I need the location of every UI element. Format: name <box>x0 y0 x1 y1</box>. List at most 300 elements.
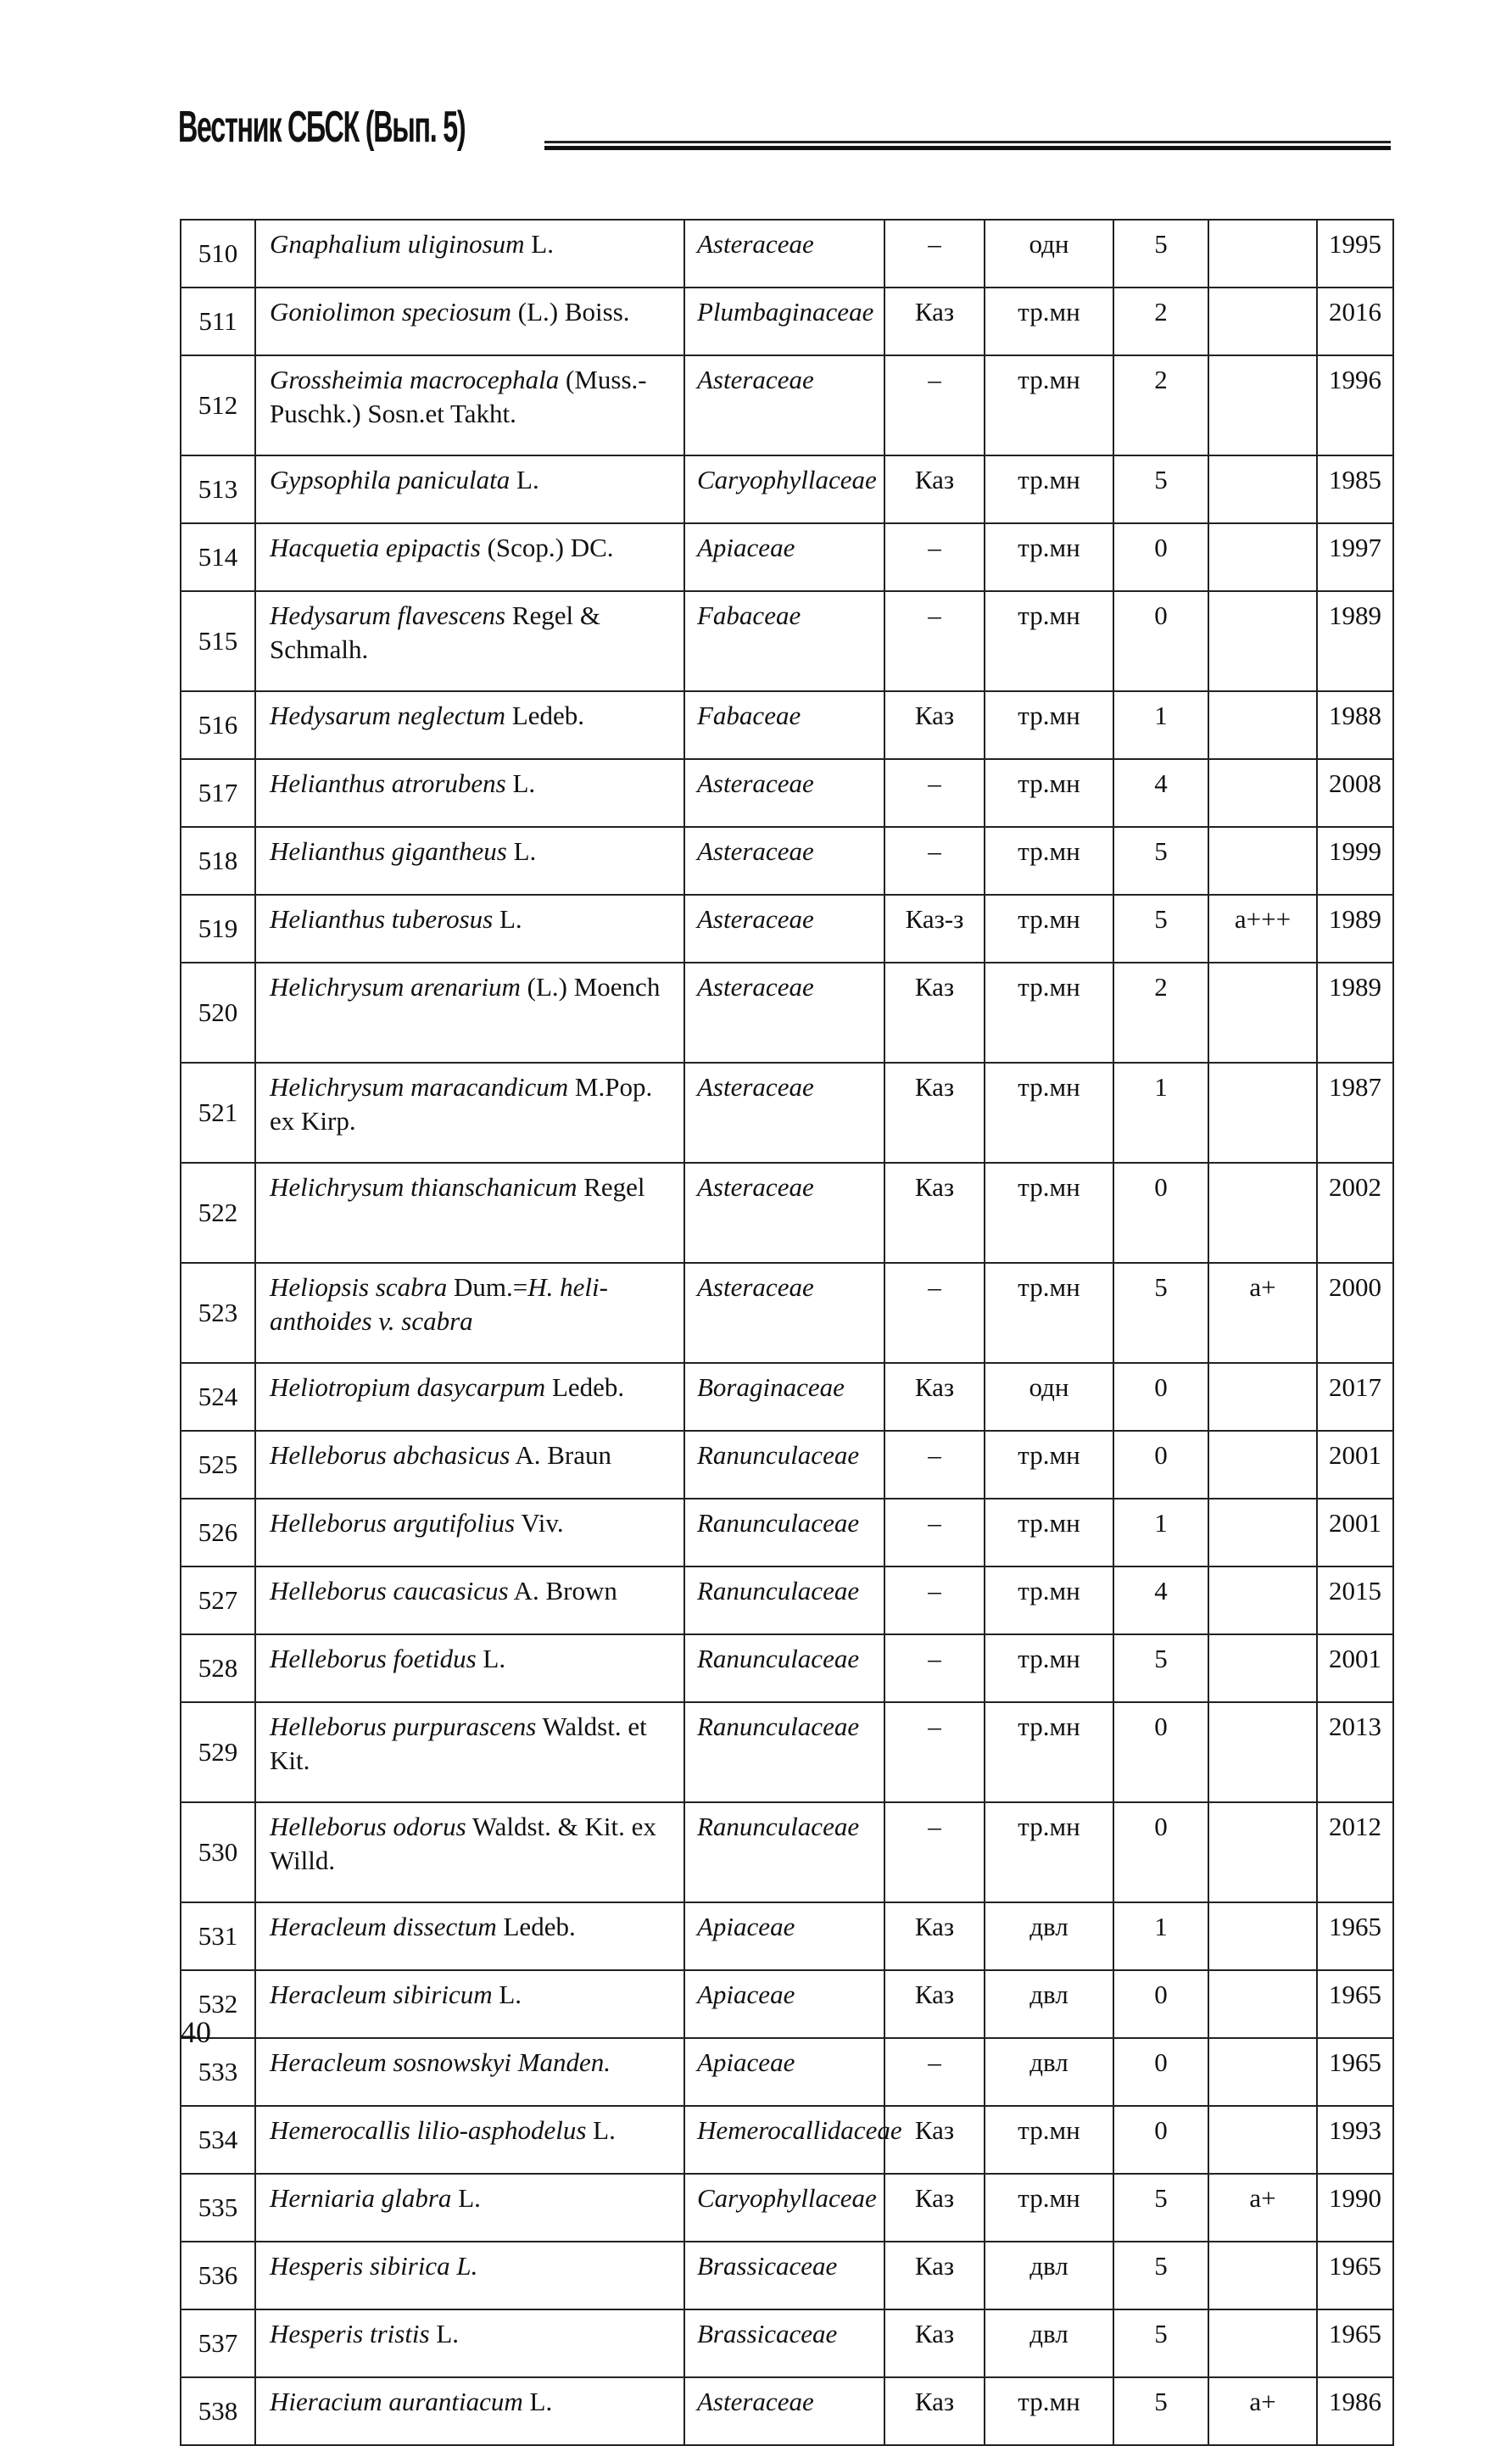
row-number: 529 <box>181 1702 255 1802</box>
score: 5 <box>1113 2174 1208 2242</box>
life-form: тр.мн <box>985 1063 1113 1163</box>
table-row <box>181 1163 1393 1263</box>
invasiveness <box>1208 827 1317 895</box>
species-name <box>255 1063 684 1163</box>
table-row <box>181 1363 1393 1431</box>
invasiveness <box>1208 2106 1317 2174</box>
latin-name: Helianthus gigantheus <box>270 836 507 866</box>
invasiveness <box>1208 355 1317 455</box>
table-row <box>181 895 1393 963</box>
introduction-year: 2016 <box>1317 288 1393 355</box>
family: Asteraceae <box>684 2377 884 2445</box>
row-number: 527 <box>181 1566 255 1634</box>
life-form: двл <box>985 2242 1113 2309</box>
score: 0 <box>1113 1970 1208 2038</box>
latin-name: Helleborus abchasicus <box>270 1440 511 1470</box>
species-name <box>255 963 684 1063</box>
introduction-year: 1989 <box>1317 895 1393 963</box>
invasiveness <box>1208 2309 1317 2377</box>
region: – <box>884 220 985 288</box>
introduction-year: 1988 <box>1317 691 1393 759</box>
family: Caryophyllaceae <box>684 455 884 523</box>
region: – <box>884 759 985 827</box>
table-row <box>181 1634 1393 1702</box>
invasiveness: a+ <box>1208 1263 1317 1363</box>
latin-name: Helleborus foetidus <box>270 1644 477 1673</box>
family: Fabaceae <box>684 591 884 691</box>
region: Каз <box>884 2242 985 2309</box>
author-citation: L. <box>586 2115 616 2145</box>
region: – <box>884 1634 985 1702</box>
species-name <box>255 455 684 523</box>
score: 5 <box>1113 2377 1208 2445</box>
life-form: тр.мн <box>985 591 1113 691</box>
introduction-year: 2015 <box>1317 1566 1393 1634</box>
life-form: тр.мн <box>985 1431 1113 1499</box>
invasiveness: a+++ <box>1208 895 1317 963</box>
row-number: 522 <box>181 1163 255 1263</box>
family: Caryophyllaceae <box>684 2174 884 2242</box>
species-name <box>255 2377 684 2445</box>
introduction-year: 2012 <box>1317 1802 1393 1902</box>
introduction-year: 1999 <box>1317 827 1393 895</box>
introduction-year: 1996 <box>1317 355 1393 455</box>
author-citation: L. <box>493 904 522 934</box>
row-number: 538 <box>181 2377 255 2445</box>
region: Каз <box>884 455 985 523</box>
table-row <box>181 1063 1393 1163</box>
table-row <box>181 2377 1393 2445</box>
family: Ranunculaceae <box>684 1802 884 1902</box>
region: Каз <box>884 2106 985 2174</box>
invasiveness <box>1208 963 1317 1063</box>
family: Ranunculaceae <box>684 1702 884 1802</box>
latin-name: Gypsophila paniculata <box>270 465 511 494</box>
region: – <box>884 2038 985 2106</box>
introduction-year: 1990 <box>1317 2174 1393 2242</box>
region: – <box>884 1802 985 1902</box>
running-header <box>178 100 1391 159</box>
score: 5 <box>1113 220 1208 288</box>
species-name <box>255 2242 684 2309</box>
latin-name: Heliopsis scabra <box>270 1272 448 1302</box>
invasiveness <box>1208 455 1317 523</box>
score: 0 <box>1113 591 1208 691</box>
region: – <box>884 827 985 895</box>
score: 0 <box>1113 1802 1208 1902</box>
author-citation: Regel <box>577 1172 645 1202</box>
score: 1 <box>1113 1063 1208 1163</box>
row-number: 515 <box>181 591 255 691</box>
invasiveness <box>1208 2242 1317 2309</box>
species-name <box>255 1970 684 2038</box>
life-form: тр.мн <box>985 759 1113 827</box>
introduction-year: 1985 <box>1317 455 1393 523</box>
row-number: 519 <box>181 895 255 963</box>
row-number: 537 <box>181 2309 255 2377</box>
score: 5 <box>1113 2309 1208 2377</box>
family: Apiaceae <box>684 523 884 591</box>
species-name <box>255 591 684 691</box>
page-number: 40 <box>181 2015 211 2049</box>
invasiveness: a+ <box>1208 2377 1317 2445</box>
life-form: одн <box>985 220 1113 288</box>
table-row <box>181 1802 1393 1902</box>
row-number: 520 <box>181 963 255 1063</box>
table-row <box>181 1431 1393 1499</box>
species-name <box>255 1802 684 1902</box>
life-form: двл <box>985 1970 1113 2038</box>
introduction-year: 1989 <box>1317 963 1393 1063</box>
invasiveness <box>1208 220 1317 288</box>
introduction-year: 2001 <box>1317 1634 1393 1702</box>
family: Apiaceae <box>684 2038 884 2106</box>
table-row <box>181 220 1393 288</box>
author-citation: L. <box>524 229 554 259</box>
life-form: тр.мн <box>985 1566 1113 1634</box>
introduction-year: 1987 <box>1317 1063 1393 1163</box>
life-form: тр.мн <box>985 288 1113 355</box>
family: Ranunculaceae <box>684 1431 884 1499</box>
introduction-year: 1965 <box>1317 1902 1393 1970</box>
species-name <box>255 2309 684 2377</box>
life-form: тр.мн <box>985 1263 1113 1363</box>
introduction-year: 1965 <box>1317 1970 1393 2038</box>
introduction-year: 1989 <box>1317 591 1393 691</box>
score: 2 <box>1113 288 1208 355</box>
introduction-year: 2001 <box>1317 1431 1393 1499</box>
score: 4 <box>1113 759 1208 827</box>
species-name <box>255 895 684 963</box>
score: 0 <box>1113 1702 1208 1802</box>
table-row <box>181 827 1393 895</box>
table-row <box>181 1970 1393 2038</box>
latin-name: Hedysarum neglectum <box>270 701 506 730</box>
region: – <box>884 1566 985 1634</box>
score: 0 <box>1113 1163 1208 1263</box>
author-citation: (Scop.) DC. <box>480 533 614 562</box>
family: Hemerocallidaceae <box>684 2106 884 2174</box>
row-number: 531 <box>181 1902 255 1970</box>
header-double-rule <box>544 141 1391 151</box>
table-row <box>181 691 1393 759</box>
family: Ranunculaceae <box>684 1566 884 1634</box>
score: 5 <box>1113 895 1208 963</box>
header-rule-thick <box>544 146 1391 150</box>
region: Каз <box>884 1363 985 1431</box>
life-form: тр.мн <box>985 355 1113 455</box>
score: 5 <box>1113 2242 1208 2309</box>
life-form: одн <box>985 1363 1113 1431</box>
invasiveness <box>1208 1702 1317 1802</box>
species-name <box>255 2106 684 2174</box>
latin-name: Hacquetia epipactis <box>270 533 481 562</box>
latin-name: Helianthus atrorubens <box>270 768 506 798</box>
score: 5 <box>1113 1634 1208 1702</box>
author-citation: Waldst. et Kit. <box>270 1712 647 1775</box>
table-row <box>181 591 1393 691</box>
invasiveness <box>1208 2038 1317 2106</box>
species-name <box>255 220 684 288</box>
latin-name: Heracleum sosnowskyi Manden. <box>270 2047 611 2077</box>
species-name <box>255 2174 684 2242</box>
introduction-year: 1995 <box>1317 220 1393 288</box>
life-form: тр.мн <box>985 1634 1113 1702</box>
table-row <box>181 455 1393 523</box>
region: Каз <box>884 1970 985 2038</box>
table-row <box>181 1702 1393 1802</box>
invasiveness <box>1208 1902 1317 1970</box>
author-citation: Regel & Schmalh. <box>270 600 600 664</box>
latin-name: Helleborus purpurascens <box>270 1712 537 1741</box>
author-citation: A. Braun <box>510 1440 611 1470</box>
row-number: 534 <box>181 2106 255 2174</box>
region: – <box>884 1431 985 1499</box>
row-number: 524 <box>181 1363 255 1431</box>
family: Asteraceae <box>684 1163 884 1263</box>
introduction-year: 1965 <box>1317 2038 1393 2106</box>
introduction-year: 1997 <box>1317 523 1393 591</box>
life-form: тр.мн <box>985 455 1113 523</box>
invasiveness <box>1208 523 1317 591</box>
region: Каз <box>884 2377 985 2445</box>
region: Каз <box>884 1902 985 1970</box>
row-number: 518 <box>181 827 255 895</box>
row-number: 532 <box>181 1970 255 2038</box>
introduction-year: 2008 <box>1317 759 1393 827</box>
row-number: 512 <box>181 355 255 455</box>
table-row <box>181 2309 1393 2377</box>
species-name <box>255 1263 684 1363</box>
row-number: 516 <box>181 691 255 759</box>
table-row <box>181 288 1393 355</box>
score: 0 <box>1113 523 1208 591</box>
species-table <box>180 219 1394 2446</box>
author-citation: Ledeb. <box>505 701 585 730</box>
region: – <box>884 1263 985 1363</box>
species-name <box>255 1163 684 1263</box>
row-number: 526 <box>181 1499 255 1566</box>
score: 5 <box>1113 1263 1208 1363</box>
score: 5 <box>1113 827 1208 895</box>
row-number: 530 <box>181 1802 255 1902</box>
species-name <box>255 759 684 827</box>
region: Каз-з <box>884 895 985 963</box>
row-number: 511 <box>181 288 255 355</box>
species-name <box>255 1431 684 1499</box>
row-number: 533 <box>181 2038 255 2106</box>
latin-name: Heracleum dissectum <box>270 1912 497 1941</box>
invasiveness <box>1208 1431 1317 1499</box>
region: – <box>884 1499 985 1566</box>
invasiveness <box>1208 288 1317 355</box>
family: Ranunculaceae <box>684 1499 884 1566</box>
introduction-year: 2002 <box>1317 1163 1393 1263</box>
family: Ranunculaceae <box>684 1634 884 1702</box>
species-name <box>255 1499 684 1566</box>
invasiveness <box>1208 1499 1317 1566</box>
latin-name: Hedysarum flavescens <box>270 600 506 630</box>
family: Asteraceae <box>684 895 884 963</box>
header-rule-thin <box>544 141 1391 143</box>
life-form: тр.мн <box>985 963 1113 1063</box>
score: 0 <box>1113 2038 1208 2106</box>
invasiveness <box>1208 1970 1317 2038</box>
author-citation: Viv. <box>515 1508 564 1538</box>
table-row <box>181 2242 1393 2309</box>
score: 1 <box>1113 1902 1208 1970</box>
table-row <box>181 355 1393 455</box>
table-row <box>181 2038 1393 2106</box>
table-row <box>181 2106 1393 2174</box>
family: Boraginaceae <box>684 1363 884 1431</box>
table-row <box>181 1499 1393 1566</box>
row-number: 525 <box>181 1431 255 1499</box>
life-form: тр.мн <box>985 691 1113 759</box>
family: Asteraceae <box>684 1263 884 1363</box>
row-number: 523 <box>181 1263 255 1363</box>
invasiveness <box>1208 591 1317 691</box>
invasiveness <box>1208 691 1317 759</box>
family: Asteraceae <box>684 963 884 1063</box>
score: 2 <box>1113 963 1208 1063</box>
latin-name: Heracleum sibiricum <box>270 1980 493 2009</box>
family: Asteraceae <box>684 220 884 288</box>
table-row <box>181 963 1393 1063</box>
table-row <box>181 523 1393 591</box>
latin-name: Helleborus argutifolius <box>270 1508 516 1538</box>
species-name <box>255 1634 684 1702</box>
latin-name: Hesperis sibirica L. <box>270 2251 478 2281</box>
species-name <box>255 355 684 455</box>
invasiveness <box>1208 1566 1317 1634</box>
species-name <box>255 288 684 355</box>
author-citation: Dum.= <box>447 1272 528 1302</box>
family: Asteraceae <box>684 1063 884 1163</box>
latin-name: Helleborus caucasicus <box>270 1576 509 1606</box>
invasiveness <box>1208 1063 1317 1163</box>
family: Plumbaginaceae <box>684 288 884 355</box>
invasiveness <box>1208 1363 1317 1431</box>
life-form: тр.мн <box>985 1163 1113 1263</box>
life-form: тр.мн <box>985 523 1113 591</box>
introduction-year: 1965 <box>1317 2309 1393 2377</box>
table-row <box>181 2174 1393 2242</box>
score: 1 <box>1113 691 1208 759</box>
row-number: 510 <box>181 220 255 288</box>
latin-name: Helianthus tuberosus <box>270 904 494 934</box>
life-form: тр.мн <box>985 2106 1113 2174</box>
score: 5 <box>1113 455 1208 523</box>
invasiveness <box>1208 1634 1317 1702</box>
life-form: двл <box>985 2038 1113 2106</box>
latin-name: Grossheimia macrocephala <box>270 365 560 394</box>
species-name <box>255 1702 684 1802</box>
score: 0 <box>1113 1363 1208 1431</box>
latin-name: Hemerocallis lilio-asphodelus <box>270 2115 587 2145</box>
introduction-year: 2000 <box>1317 1263 1393 1363</box>
author-citation: Ledeb. <box>545 1372 625 1402</box>
introduction-year: 2013 <box>1317 1702 1393 1802</box>
invasiveness <box>1208 1802 1317 1902</box>
life-form: тр.мн <box>985 1702 1113 1802</box>
latin-name: Herniaria glabra <box>270 2183 452 2213</box>
author-citation: L. <box>492 1980 522 2009</box>
family: Apiaceae <box>684 1970 884 2038</box>
family: Asteraceae <box>684 759 884 827</box>
synonym-name: H. heli-anthoides v. scabra <box>270 1272 608 1336</box>
score: 0 <box>1113 1431 1208 1499</box>
latin-name: Helichrysum maracandicum <box>270 1072 569 1102</box>
latin-name: Goniolimon speciosum <box>270 297 512 327</box>
region: Каз <box>884 963 985 1063</box>
region: Каз <box>884 691 985 759</box>
author-citation: L. <box>429 2319 460 2348</box>
life-form: тр.мн <box>985 1802 1113 1902</box>
life-form: двл <box>985 2309 1113 2377</box>
region: Каз <box>884 1063 985 1163</box>
species-name <box>255 691 684 759</box>
author-citation: Ledeb. <box>496 1912 576 1941</box>
introduction-year: 2017 <box>1317 1363 1393 1431</box>
life-form: тр.мн <box>985 895 1113 963</box>
journal-title: Вестник СБСК (Вып. 5) <box>178 103 466 152</box>
row-number: 521 <box>181 1063 255 1163</box>
region: – <box>884 523 985 591</box>
row-number: 517 <box>181 759 255 827</box>
table-row <box>181 1902 1393 1970</box>
region: Каз <box>884 1163 985 1263</box>
species-name <box>255 523 684 591</box>
species-table-body <box>181 220 1393 2445</box>
region: – <box>884 1702 985 1802</box>
species-name <box>255 1902 684 1970</box>
region: – <box>884 355 985 455</box>
invasiveness <box>1208 759 1317 827</box>
table-row <box>181 1566 1393 1634</box>
row-number: 514 <box>181 523 255 591</box>
introduction-year: 1993 <box>1317 2106 1393 2174</box>
row-number: 536 <box>181 2242 255 2309</box>
invasiveness <box>1208 1163 1317 1263</box>
family: Asteraceae <box>684 355 884 455</box>
latin-name: Helleborus odorus <box>270 1812 466 1841</box>
family: Brassicaceae <box>684 2242 884 2309</box>
author-citation: L. <box>476 1644 506 1673</box>
family: Apiaceae <box>684 1902 884 1970</box>
introduction-year: 1986 <box>1317 2377 1393 2445</box>
region: – <box>884 591 985 691</box>
author-citation: L. <box>510 465 539 494</box>
row-number: 513 <box>181 455 255 523</box>
latin-name: Hieracium aurantiacum <box>270 2387 523 2416</box>
life-form: тр.мн <box>985 827 1113 895</box>
life-form: тр.мн <box>985 2174 1113 2242</box>
author-citation: L. <box>505 768 536 798</box>
region: Каз <box>884 288 985 355</box>
score: 0 <box>1113 2106 1208 2174</box>
score: 2 <box>1113 355 1208 455</box>
row-number: 535 <box>181 2174 255 2242</box>
latin-name: Helichrysum thianschanicum <box>270 1172 577 1202</box>
table-row <box>181 1263 1393 1363</box>
life-form: двл <box>985 1902 1113 1970</box>
author-citation: L. <box>506 836 537 866</box>
row-number: 528 <box>181 1634 255 1702</box>
table-row <box>181 759 1393 827</box>
latin-name: Heliotropium dasycarpum <box>270 1372 546 1402</box>
family: Fabaceae <box>684 691 884 759</box>
